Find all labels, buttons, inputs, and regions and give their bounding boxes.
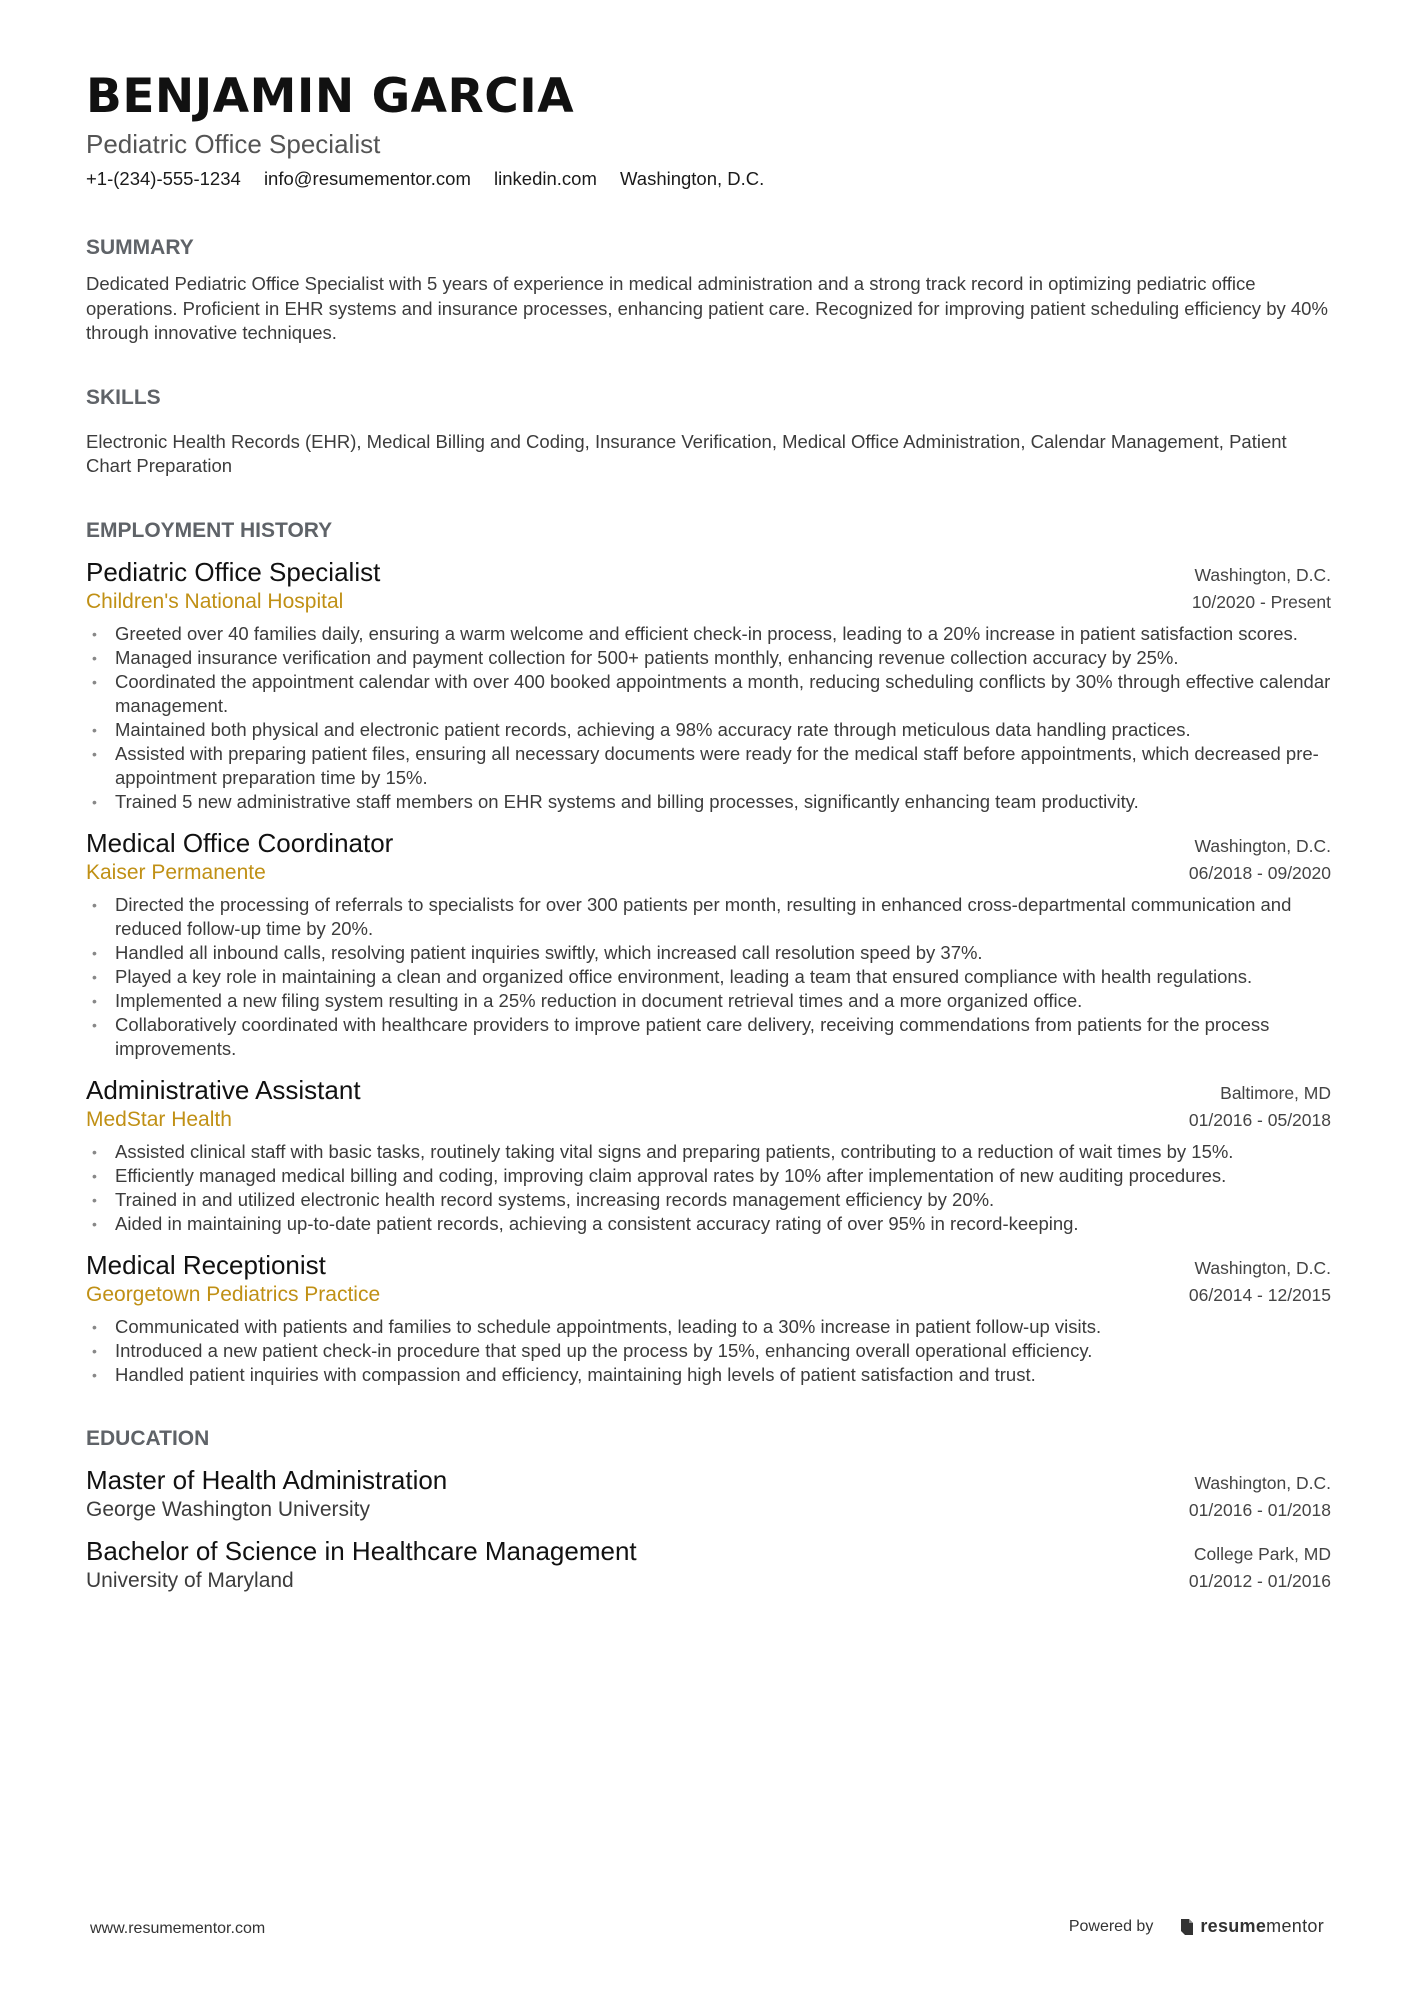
bullet-dot-icon: • xyxy=(92,1215,97,1232)
bullet-text: Coordinated the appointment calendar with over 400 booked appointments a month, reducing scheduling conflicts by 30% through effective calendar management. xyxy=(115,670,1331,716)
school: George Washington University xyxy=(86,1497,371,1521)
job-entry xyxy=(86,557,1331,814)
job-dates: 10/2020 - Present xyxy=(1191,591,1331,612)
job-location: Washington, D.C. xyxy=(1194,1257,1331,1278)
bullet-dot-icon: • xyxy=(92,1167,97,1184)
job-company: MedStar Health xyxy=(86,1107,232,1131)
bullet-item xyxy=(86,646,1331,670)
bullet-text: Managed insurance verification and payment collection for 500+ patients monthly, enhancing revenue collection accuracy by 25%. xyxy=(115,646,1179,668)
bullet-dot-icon: • xyxy=(92,649,97,666)
bullet-text: Trained 5 new administrative staff members on EHR systems and billing processes, significantly enhancing team productivity. xyxy=(115,790,1139,812)
bullet-item xyxy=(86,790,1331,814)
bullet-text: Handled patient inquiries with compassion and efficiency, maintaining high levels of patient satisfaction and trust. xyxy=(115,1363,1036,1385)
bullet-text: Aided in maintaining up-to-date patient records, achieving a consistent accuracy rating of over 95% in record-keeping. xyxy=(115,1212,1079,1234)
job-role: Medical Office Coordinator xyxy=(86,827,394,858)
summary-text: Dedicated Pediatric Office Specialist with 5 years of experience in medical administration and a strong track record in optimizing pediatric office operations. Proficient in EHR systems and insurance processes, enhancing patient care. Recognized for improving patient scheduling efficiency by 40% through innovative techniques. xyxy=(86,273,1328,344)
brand-bold: resume xyxy=(1200,1916,1267,1936)
bullet-dot-icon: • xyxy=(92,896,97,913)
bullet-text: Handled all inbound calls, resolving patient inquiries swiftly, which increased call resolution speed by 37%. xyxy=(115,941,983,963)
bullet-item xyxy=(86,989,1331,1013)
bullet-dot-icon: • xyxy=(92,1318,97,1335)
bullet-item xyxy=(86,1315,1331,1339)
location: Washington, D.C. xyxy=(620,168,765,190)
resumementor-logo-icon xyxy=(1179,1918,1194,1936)
job-location: Washington, D.C. xyxy=(1194,564,1331,585)
education-location: College Park, MD xyxy=(1193,1543,1331,1564)
linkedin-link[interactable]: linkedin.com xyxy=(494,168,597,190)
bullet-text: Introduced a new patient check-in procedure that sped up the process by 15%, enhancing overall operational efficiency. xyxy=(115,1339,1093,1361)
bullet-text: Played a key role in maintaining a clean and organized office environment, leading a team that ensured compliance with health regulations. xyxy=(115,965,1253,987)
employment-heading: EMPLOYMENT HISTORY xyxy=(86,518,333,542)
bullet-dot-icon: • xyxy=(92,968,97,985)
bullet-item xyxy=(86,718,1331,742)
bullet-text: Trained in and utilized electronic health record systems, increasing records management efficiency by 20%. xyxy=(115,1188,995,1210)
bullet-dot-icon: • xyxy=(92,793,97,810)
bullet-dot-icon: • xyxy=(92,1191,97,1208)
job-location: Washington, D.C. xyxy=(1194,835,1331,856)
summary-heading: SUMMARY xyxy=(86,236,194,260)
bullet-text: Implemented a new filing system resulting in a 25% reduction in document retrieval times and a more organized office. xyxy=(115,989,1083,1011)
bullet-item xyxy=(86,965,1331,989)
bullet-item xyxy=(86,1212,1331,1236)
job-entry xyxy=(86,1075,1331,1236)
job-company: Children's National Hospital xyxy=(86,589,344,613)
bullet-item xyxy=(86,941,1331,965)
footer-website[interactable]: www.resumementor.com xyxy=(90,1920,266,1937)
degree: Bachelor of Science in Healthcare Management xyxy=(86,1535,637,1566)
bullet-dot-icon: • xyxy=(92,745,97,762)
job-bullets xyxy=(86,622,1331,814)
candidate-name: BENJAMIN GARCIA xyxy=(86,69,575,124)
bullet-item xyxy=(86,1339,1331,1363)
education-heading: EDUCATION xyxy=(86,1426,210,1450)
job-location: Baltimore, MD xyxy=(1220,1082,1331,1103)
school: University of Maryland xyxy=(86,1568,294,1592)
job-company: Kaiser Permanente xyxy=(86,860,266,884)
job-role: Medical Receptionist xyxy=(86,1249,326,1280)
employment-list xyxy=(86,557,1331,1387)
job-entry xyxy=(86,1250,1331,1387)
bullet-dot-icon: • xyxy=(92,625,97,642)
bullet-dot-icon: • xyxy=(92,944,97,961)
job-bullets xyxy=(86,893,1331,1061)
bullet-text: Collaboratively coordinated with healthcare providers to improve patient care delivery, receiving commendations from patients for the process improvements. xyxy=(115,1013,1270,1059)
job-dates: 06/2014 - 12/2015 xyxy=(1188,1284,1331,1305)
job-bullets xyxy=(86,1140,1331,1236)
bullet-dot-icon: • xyxy=(92,1016,97,1033)
bullet-item xyxy=(86,742,1331,790)
bullet-text: Directed the processing of referrals to specialists for over 300 patients per month, resulting in enhanced cross-departmental communication and reduced follow-up time by 20%. xyxy=(115,893,1292,939)
bullet-item xyxy=(86,1013,1331,1061)
job-dates: 06/2018 - 09/2020 xyxy=(1188,862,1331,883)
skills-text: Electronic Health Records (EHR), Medical Billing and Coding, Insurance Verification, Medical Office Administration, Calendar Management, Patient Chart Preparation xyxy=(86,430,1287,477)
education-dates: 01/2012 - 01/2016 xyxy=(1188,1570,1331,1591)
education-entry xyxy=(86,1465,1331,1522)
education-dates: 01/2016 - 01/2018 xyxy=(1188,1499,1331,1520)
footer-brand xyxy=(1069,1916,1324,1937)
phone: +1-(234)-555-1234 xyxy=(86,168,241,190)
bullet-text: Assisted clinical staff with basic tasks, routinely taking vital signs and preparing patients, contributing to a reduction of wait times by 15%. xyxy=(115,1140,1234,1162)
job-dates: 01/2016 - 05/2018 xyxy=(1188,1109,1331,1130)
education-entry xyxy=(86,1536,1331,1593)
job-company: Georgetown Pediatrics Practice xyxy=(86,1282,381,1306)
skills-heading: SKILLS xyxy=(86,385,161,409)
resume-page xyxy=(86,69,1331,1593)
candidate-title: Pediatric Office Specialist xyxy=(86,129,381,160)
bullet-item xyxy=(86,1188,1331,1212)
job-entry xyxy=(86,828,1331,1061)
bullet-text: Efficiently managed medical billing and coding, improving claim approval rates by 10% after implementation of new auditing procedures. xyxy=(115,1164,1227,1186)
bullet-text: Maintained both physical and electronic patient records, achieving a 98% accuracy rate through meticulous data handling practices. xyxy=(115,718,1191,740)
bullet-dot-icon: • xyxy=(92,1143,97,1160)
bullet-dot-icon: • xyxy=(92,721,97,738)
bullet-item xyxy=(86,1363,1331,1387)
bullet-item xyxy=(86,1140,1331,1164)
job-role: Administrative Assistant xyxy=(86,1074,361,1105)
education-list xyxy=(86,1465,1331,1593)
bullet-text: Communicated with patients and families to schedule appointments, leading to a 30% increase in patient follow-up visits. xyxy=(115,1315,1102,1337)
brand-regular: mentor xyxy=(1266,1916,1324,1936)
contact-line xyxy=(86,168,1331,190)
bullet-dot-icon: • xyxy=(92,1366,97,1383)
bullet-dot-icon: • xyxy=(92,992,97,1009)
email[interactable]: info@resumementor.com xyxy=(263,168,471,190)
bullet-dot-icon: • xyxy=(92,673,97,690)
job-bullets xyxy=(86,1315,1331,1387)
powered-by-label: Powered by xyxy=(1068,1917,1154,1935)
bullet-item xyxy=(86,622,1331,646)
bullet-item xyxy=(86,670,1331,718)
bullet-dot-icon: • xyxy=(92,1342,97,1359)
bullet-text: Assisted with preparing patient files, ensuring all necessary documents were ready for the medical staff before appointments, which decreased pre-appointment preparation time by 15%. xyxy=(115,742,1319,788)
bullet-item xyxy=(86,1164,1331,1188)
bullet-text: Greeted over 40 families daily, ensuring a warm welcome and efficient check-in process, leading to a 20% increase in patient satisfaction scores. xyxy=(115,622,1298,644)
degree: Master of Health Administration xyxy=(86,1464,448,1495)
brand-name xyxy=(1200,1916,1324,1937)
bullet-item xyxy=(86,893,1331,941)
education-location: Washington, D.C. xyxy=(1194,1472,1331,1493)
job-role: Pediatric Office Specialist xyxy=(86,556,381,587)
